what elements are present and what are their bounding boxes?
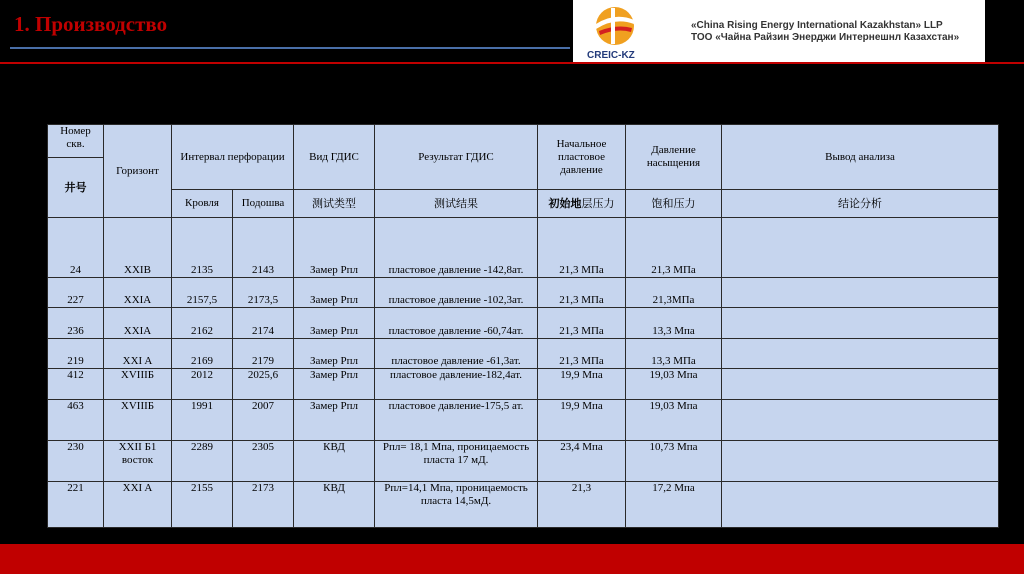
cell-p-sat: 10,73 Мпа xyxy=(626,441,722,482)
slide-title: 1. Производство xyxy=(14,12,168,36)
table-row xyxy=(48,441,999,482)
cell-p-init: 21,3 МПа xyxy=(538,218,626,278)
cell-bottom: 2173,5 xyxy=(233,278,294,308)
cell-bottom: 2174 xyxy=(233,308,294,339)
cell-type: КВД xyxy=(294,441,375,482)
cell-p-sat: 13,3 Мпа xyxy=(626,308,722,339)
cell-type: Замер Рпл xyxy=(294,308,375,339)
cell-result: пластовое давление-182,4ат. xyxy=(375,369,538,400)
header-bottom: Подошва xyxy=(233,190,294,218)
cell-result: Рпл=14,1 Мпа, проницаемость пласта 14,5мД. xyxy=(375,482,538,528)
cell-top: 2135 xyxy=(172,218,233,278)
cell-type: КВД xyxy=(294,482,375,528)
cell-result: пластовое давление -102,3ат. xyxy=(375,278,538,308)
cell-type: Замер Рпл xyxy=(294,218,375,278)
cell-bottom: 2179 xyxy=(233,339,294,369)
cell-p-sat: 21,3МПа xyxy=(626,278,722,308)
company-name-en: «China Rising Energy International Kazakhstan» LLP xyxy=(691,20,943,31)
cell-type: Замер Рпл xyxy=(294,400,375,441)
table-row xyxy=(48,400,999,441)
cell-well: 463 xyxy=(48,400,104,441)
cell-p-sat: 13,3 МПа xyxy=(626,339,722,369)
company-name-ru: ТОО «Чайна Райзин Энерджи Интернешнл Казахстан» xyxy=(691,32,960,43)
cell-well: 219 xyxy=(48,339,104,369)
cell-conclusion xyxy=(722,218,999,278)
header-interval: Интервал перфорации xyxy=(172,125,294,190)
cell-bottom: 2025,6 xyxy=(233,369,294,400)
cell-bottom: 2305 xyxy=(233,441,294,482)
header-initial-pressure: Начальное пластовое давление xyxy=(538,125,626,190)
footer-bar xyxy=(0,544,1024,574)
cell-result: пластовое давление -142,8ат. xyxy=(375,218,538,278)
cell-conclusion xyxy=(722,482,999,528)
header-gdis-type-cn: 测试类型 xyxy=(294,190,375,218)
cell-p-init: 21,3 МПа xyxy=(538,308,626,339)
cell-well: 24 xyxy=(48,218,104,278)
company-logo-banner xyxy=(573,0,985,62)
cell-well: 412 xyxy=(48,369,104,400)
cell-p-init: 19,9 Мпа xyxy=(538,400,626,441)
well-test-table xyxy=(47,124,999,528)
cell-type: Замер Рпл xyxy=(294,339,375,369)
cell-horizon: XXIА xyxy=(104,308,172,339)
cell-result: пластовое давление -61,3ат. xyxy=(375,339,538,369)
logo-caption: CREIC-KZ xyxy=(587,50,635,61)
header-initial-pressure-cn-rest: 层压力 xyxy=(581,197,615,210)
cell-horizon: XXII Б1 восток xyxy=(104,441,172,482)
header-conclusion-cn: 结论分析 xyxy=(722,190,999,218)
cell-bottom: 2173 xyxy=(233,482,294,528)
cell-p-init: 21,3 xyxy=(538,482,626,528)
cell-p-sat: 21,3 МПа xyxy=(626,218,722,278)
cell-horizon: XXIА xyxy=(104,278,172,308)
table-row xyxy=(48,339,999,369)
cell-result: Рпл= 18,1 Мпа, проницаемость пласта 17 мД. xyxy=(375,441,538,482)
title-underline xyxy=(10,47,570,49)
header-gdis-type: Вид ГДИС xyxy=(294,125,375,190)
cell-top: 1991 xyxy=(172,400,233,441)
cell-well: 236 xyxy=(48,308,104,339)
cell-p-init: 21,3 МПа xyxy=(538,278,626,308)
cell-conclusion xyxy=(722,278,999,308)
header-gdis-result-cn: 测试结果 xyxy=(375,190,538,218)
cell-type: Замер Рпл xyxy=(294,278,375,308)
cell-top: 2012 xyxy=(172,369,233,400)
cell-p-init: 21,3 МПа xyxy=(538,339,626,369)
cell-horizon: XXIВ xyxy=(104,218,172,278)
cell-p-sat: 19,03 Мпа xyxy=(626,369,722,400)
cell-type: Замер Рпл xyxy=(294,369,375,400)
cell-conclusion xyxy=(722,400,999,441)
header-divider xyxy=(0,62,1024,64)
header-gdis-result: Результат ГДИС xyxy=(375,125,538,190)
cell-horizon: XXI A xyxy=(104,482,172,528)
cell-p-sat: 19,03 Мпа xyxy=(626,400,722,441)
cell-bottom: 2143 xyxy=(233,218,294,278)
header-well-no-cn: 井号 xyxy=(48,158,104,218)
cell-conclusion xyxy=(722,339,999,369)
cell-p-sat: 17,2 Мпа xyxy=(626,482,722,528)
cell-well: 227 xyxy=(48,278,104,308)
header-well-no: Номер скв. xyxy=(48,125,104,158)
cell-top: 2155 xyxy=(172,482,233,528)
table-row xyxy=(48,369,999,400)
table-row xyxy=(48,278,999,308)
header-saturation: Давление насыщения xyxy=(626,125,722,190)
cell-horizon: XVIIIБ xyxy=(104,369,172,400)
cell-horizon: XXI A xyxy=(104,339,172,369)
header-conclusion: Вывод анализа xyxy=(722,125,999,190)
cell-conclusion xyxy=(722,308,999,339)
cell-result: пластовое давление-175,5 ат. xyxy=(375,400,538,441)
cell-p-init: 19,9 Мпа xyxy=(538,369,626,400)
table-row xyxy=(48,482,999,528)
cell-bottom: 2007 xyxy=(233,400,294,441)
table-row xyxy=(48,308,999,339)
cell-top: 2169 xyxy=(172,339,233,369)
cell-conclusion xyxy=(722,441,999,482)
header-saturation-cn: 饱和压力 xyxy=(626,190,722,218)
cell-top: 2162 xyxy=(172,308,233,339)
header-top: Кровля xyxy=(172,190,233,218)
cell-horizon: XVIIIБ xyxy=(104,400,172,441)
creic-logo-icon xyxy=(587,4,643,48)
cell-p-init: 23,4 Мпа xyxy=(538,441,626,482)
header-initial-pressure-cn xyxy=(538,190,626,218)
cell-well: 230 xyxy=(48,441,104,482)
cell-top: 2157,5 xyxy=(172,278,233,308)
cell-well: 221 xyxy=(48,482,104,528)
header-initial-pressure-cn-bold: 初始地 xyxy=(548,197,582,210)
table-row xyxy=(48,218,999,278)
cell-conclusion xyxy=(722,369,999,400)
cell-top: 2289 xyxy=(172,441,233,482)
cell-result: пластовое давление -60,74ат. xyxy=(375,308,538,339)
header-horizon: Горизонт xyxy=(104,125,172,218)
